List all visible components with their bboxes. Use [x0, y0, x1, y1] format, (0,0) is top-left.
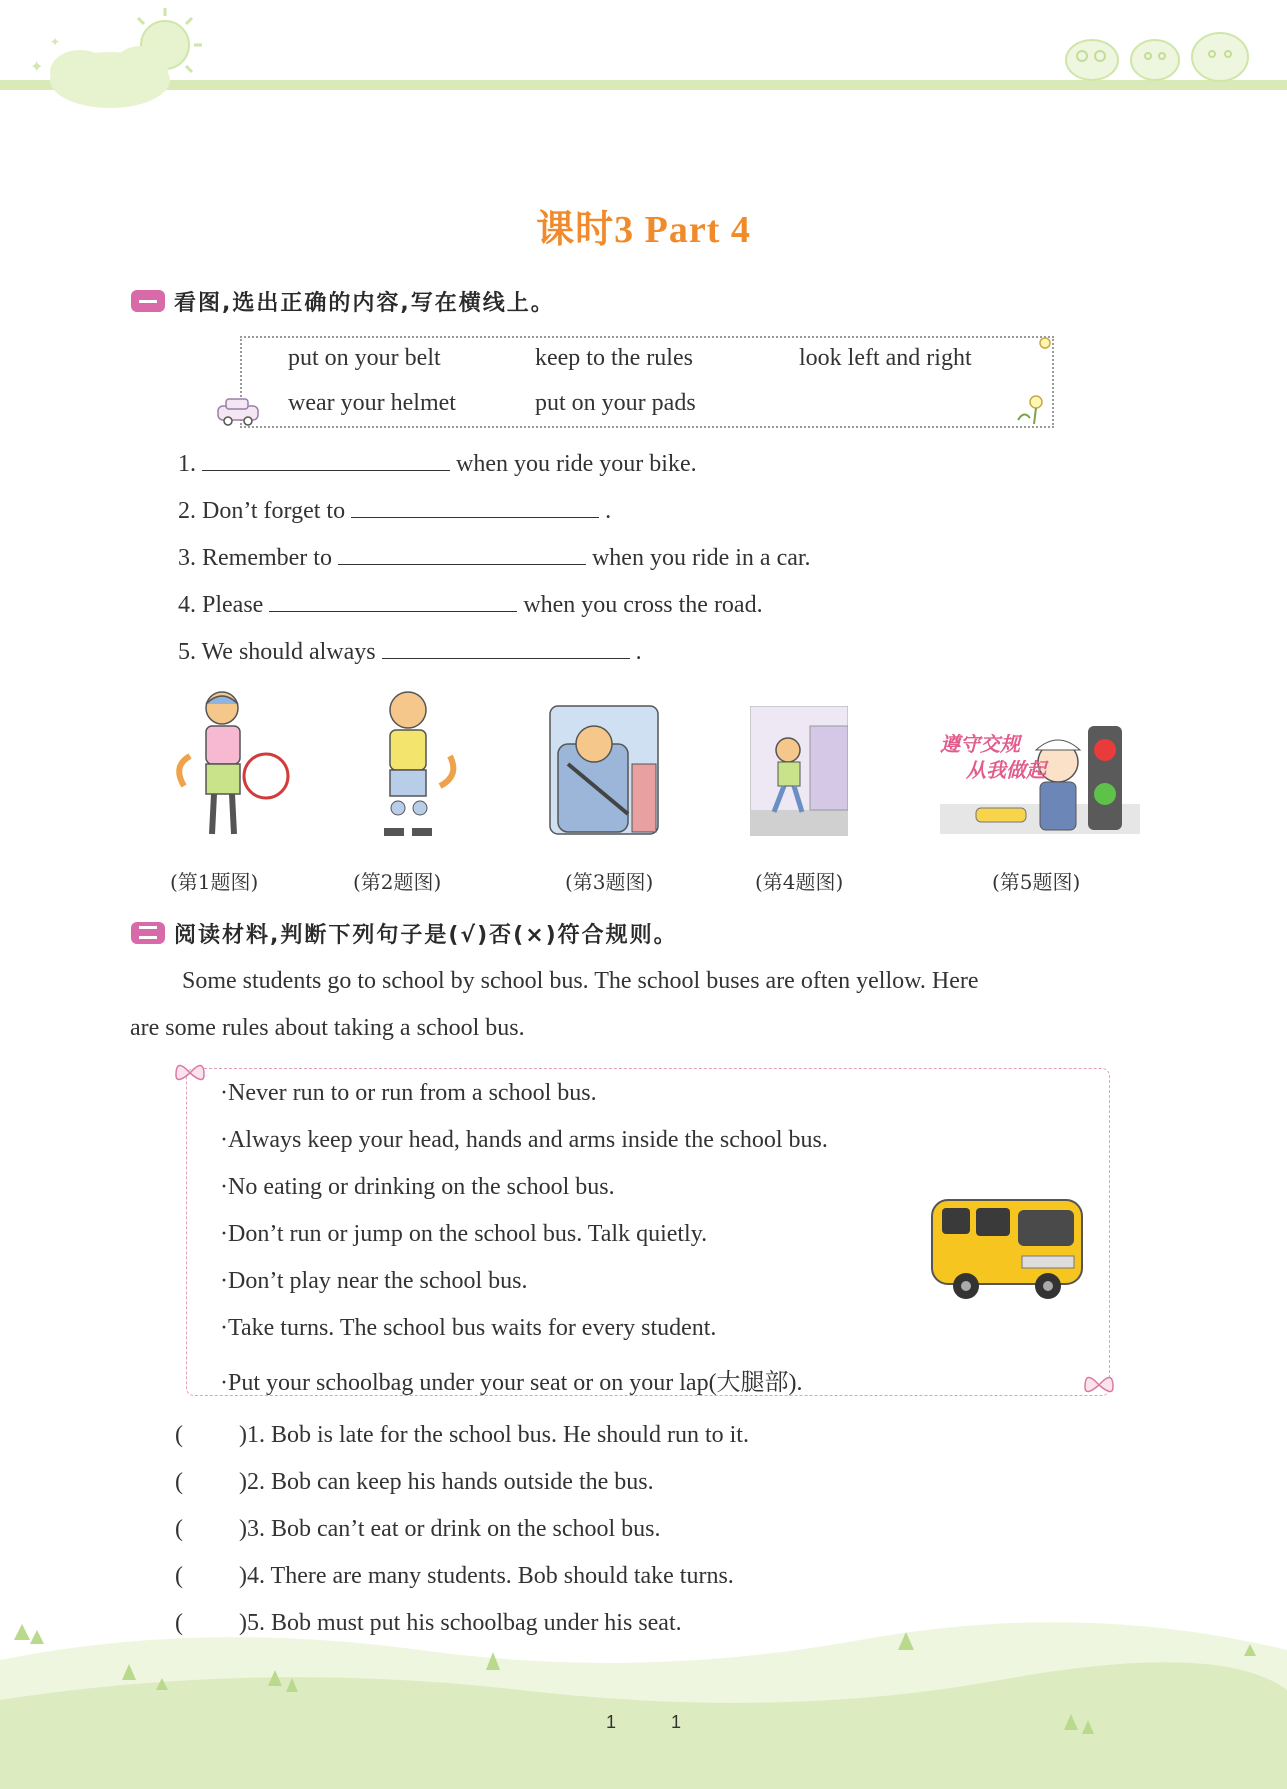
answer-paren[interactable]: ( [175, 1610, 183, 1636]
tiger-crossing-road-illustration [750, 706, 848, 836]
flower-icon [1006, 392, 1052, 426]
question-3 [178, 542, 811, 572]
footer-hills-illustration [0, 1620, 1287, 1789]
rule-item: ·Never run to or run from a school bus. [220, 1080, 597, 1106]
question-2 [178, 495, 611, 525]
answer-blank[interactable] [269, 589, 517, 612]
figure-caption: (第2题图) [353, 870, 442, 894]
butterfly-icon [1080, 1370, 1118, 1400]
svg-text:✦: ✦ [50, 35, 61, 49]
answer-blank[interactable] [382, 636, 630, 659]
svg-text:✦: ✦ [30, 59, 44, 76]
judgement-text: )5. Bob must put his schoolbag under his seat. [239, 1610, 682, 1636]
rule-item: ·Put your schoolbag under your seat or on your lap(大腿部). [220, 1370, 803, 1396]
figure-caption: (第3题图) [565, 870, 654, 894]
rule-item: ·Don’t run or jump on the school bus. Talk quietly. [220, 1221, 708, 1247]
figure-caption: (第1题图) [170, 870, 259, 894]
judgement-text: )1. Bob is late for the school bus. He should run to it. [239, 1422, 749, 1448]
judgement-text: )4. There are many students. Bob should take turns. [239, 1563, 734, 1589]
page-number: 1 1 [605, 1712, 682, 1732]
judgement-text: )2. Bob can keep his hands outside the bus. [239, 1469, 654, 1495]
answer-blank[interactable] [338, 542, 586, 565]
question-suffix: . [605, 498, 612, 524]
question-1 [178, 448, 697, 478]
answer-paren[interactable]: ( [175, 1422, 183, 1448]
tiger-in-car-illustration [548, 704, 660, 836]
question-suffix: when you ride your bike. [456, 451, 697, 477]
car-icon [214, 396, 266, 428]
school-bus-illustration [926, 1186, 1092, 1304]
question-5 [178, 636, 642, 666]
answer-paren[interactable]: ( [175, 1563, 183, 1589]
sun-cloud-illustration [10, 0, 210, 120]
word-option: put on your belt [288, 345, 441, 371]
intro-line-1: Some students go to school by school bus. The school buses are often yellow. Here [182, 968, 979, 994]
question-suffix: when you ride in a car. [591, 545, 811, 571]
page-title: 课时3 Part 4 [536, 209, 751, 251]
judgement-1 [175, 1422, 749, 1449]
animal-faces-illustration [1060, 22, 1260, 84]
sun-icon [1036, 334, 1054, 352]
answer-blank[interactable] [351, 495, 599, 518]
word-option: keep to the rules [535, 345, 693, 371]
tiger-with-bike-illustration [164, 686, 294, 846]
word-option: wear your helmet [288, 390, 456, 416]
word-option: look left and right [799, 345, 972, 371]
judgement-4 [175, 1563, 734, 1590]
question-suffix: when you cross the road. [523, 592, 763, 618]
question-4 [178, 589, 763, 619]
question-prefix: 3. Remember to [178, 545, 332, 571]
question-prefix: 2. Don’t forget to [178, 498, 346, 524]
poster-text-line2: 从我做起 [966, 758, 1046, 782]
rule-item: ·Always keep your head, hands and arms inside the school bus. [220, 1127, 828, 1153]
poster-text-line1: 遵守交规 [940, 732, 1020, 756]
section-one-badge [131, 290, 165, 312]
section-two-badge [131, 922, 165, 944]
answer-blank[interactable] [202, 448, 450, 471]
figure-caption: (第5题图) [992, 870, 1081, 894]
answer-paren[interactable]: ( [175, 1516, 183, 1542]
section-two-heading: 阅读材料,判断下列句子是(√)否(×)符合规则。 [174, 923, 678, 948]
butterfly-icon [172, 1058, 208, 1088]
judgement-3 [175, 1516, 660, 1543]
question-prefix: 1. [178, 451, 196, 477]
rule-item: ·Don’t play near the school bus. [220, 1268, 528, 1294]
rule-item: ·Take turns. The school bus waits for every student. [220, 1315, 717, 1341]
question-suffix: . [635, 639, 642, 665]
judgement-2 [175, 1469, 654, 1496]
section-one-heading: 看图,选出正确的内容,写在横线上。 [174, 291, 555, 316]
tiger-with-pads-illustration [350, 686, 470, 846]
figure-caption: (第4题图) [755, 870, 844, 894]
answer-paren[interactable]: ( [175, 1469, 183, 1495]
question-prefix: 4. Please [178, 592, 264, 618]
intro-line-2: are some rules about taking a school bus. [130, 1015, 525, 1041]
traffic-poster-illustration [940, 704, 1140, 836]
intro-paragraph [130, 958, 1140, 1052]
word-option: put on your pads [535, 390, 696, 416]
question-prefix: 5. We should always [178, 639, 376, 665]
rule-item: ·No eating or drinking on the school bus. [220, 1174, 615, 1200]
judgement-text: )3. Bob can’t eat or drink on the school bus. [239, 1516, 661, 1542]
